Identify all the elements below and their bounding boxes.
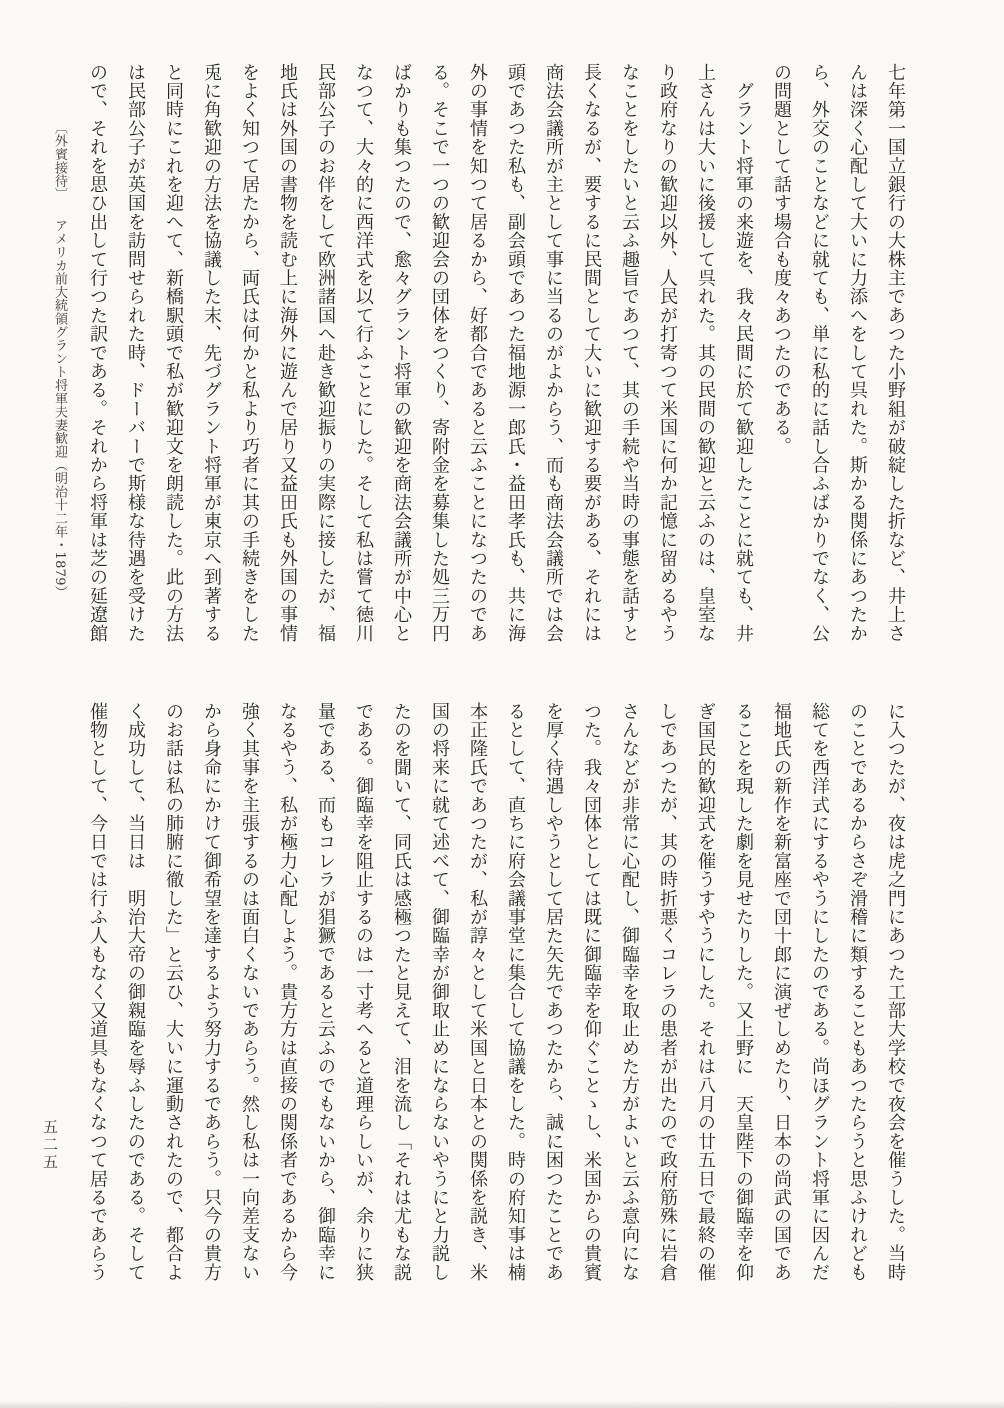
text-column: と同時にこれを迎へて、新橋駅頭で私が歓迎文を朗読した。此の方法 [163,63,184,643]
text-column: 七年第一国立銀行の大株主であつた小野組が破綻した折など、井上さ [885,63,906,643]
text-column: ので、それを思ひ出して行つた訳である。それから将軍は芝の延遼館 [87,63,108,643]
text-column: 民部公子のお伴をして欧洲諸国へ赴き歓迎振りの実際に接したが、福 [315,63,336,643]
text-column: んは深く心配して大いに力添へをして呉れた。斯かる関係にあつたか [847,63,868,643]
bottom-text-block [78,702,914,1283]
page-number: 五二五 [41,1119,59,1172]
text-column: から身命にかけて御希望を達するよう努力するであらう。只今の貴方 [201,702,222,1282]
text-column: 頭であつた私も、副会頭であつた福地源一郎氏・益田孝氏も、共に海 [505,63,526,643]
section-title: アメリカ前大統領グラント将軍夫妻歓迎（明治十二年・1879） [52,218,67,599]
text-column: く成功して、当日は 明治大帝の御親臨を辱ふしたのである。そして [125,702,146,1282]
text-column: のお話は私の肺腑に徹した」と云ひ、大いに運動されたので、都合よ [163,702,184,1282]
text-column: である。御臨幸を阻止するのは一寸考へると道理らしいが、余りに狭 [353,702,374,1282]
text-column: る。そこで一つの歓迎会の団体をつくり、寄附金を募集した処三万円 [429,63,450,643]
top-text-block [40,63,914,644]
text-column: り政府なりの歓迎以外、人民が打寄つて米国に何か記憶に留めるやう [657,63,678,643]
text-column: なつて、大々的に西洋式を以て行ふことにした。そして私は嘗て徳川 [353,63,374,643]
text-column: 総てを西洋式にするやうにしたのである。尚ほグラント将軍に因んだ [809,702,830,1282]
text-column: 福地氏の新作を新富座で団十郎に演ぜしめたり、日本の尚武の国であ [771,702,792,1282]
text-column: しであつたが、其の時折悪くコレラの患者が出たので政府筋殊に岩倉 [657,702,678,1282]
text-column: 本正隆氏であつたが、私が諄々として米国と日本との関係を説き、米 [467,702,488,1282]
text-column: 強く其事を主張するのは面白くないであらう。然し私は一向差支ない [239,702,260,1282]
text-column: 長くなるが、要するに民間として大いに歓迎する要がある、それには [581,63,602,643]
text-column: の問題として話す場合も度々あつたのである。 [771,63,792,456]
text-column: 商法会議所が主として事に当るのがよからう、而も商法会議所では会 [543,63,564,643]
text-column: に入つたが、夜は虎之門にあつた工部大学校で夜会を催うした。当時 [885,702,906,1282]
text-column: ることを現した劇を見せたりした。又上野に 天皇陛下の御臨幸を仰 [733,702,754,1282]
text-column: なことをしたいと云ふ趣旨であつて、其の手続や当時の事態を話すと [619,63,640,643]
text-column: 兎に角歓迎の方法を協議した末、先づグラント将軍が東京へ到著する [201,63,222,643]
text-column: たのを聞いて、同氏は感極つたと見えて、泪を流し「それは尤もな説 [391,702,412,1282]
text-column: のことであるからさぞ滑稽に類することもあつたらうと思ふけれども [847,702,868,1282]
text-column: グラント将軍の来遊を、我々民間に於て歓迎したことに就ても、井 [733,63,754,643]
section-header-column [40,63,78,643]
text-column: さんなどが非常に心配し、御臨幸を取止めた方がよいと云ふ意向にな [619,702,640,1282]
text-column: 国の将来に就て述べて、御臨幸が御取止めにならないやうにと力説し [429,702,450,1282]
text-column: をよく知つて居たから、両氏は何かと私より巧者に其の手続きをした [239,63,260,643]
text-column: 地氏は外国の書物を読む上に海外に遊んで居り又益田氏も外国の事情 [277,63,298,643]
text-column: 外の事情を知つて居るから、好都合であると云ふことになつたのであ [467,63,488,643]
text-column: 上さんは大いに後援して呉れた。其の民間の歓迎と云ふのは、皇室な [695,63,716,643]
section-category: 〔外賓接待〕 [52,121,67,201]
text-column: なるやう、私が極力心配しよう。貴方方は直接の関係者であるから今 [277,702,298,1282]
text-column: 催物として、今日では行ふ人もなく又道具もなくなつて居るであらう [87,702,108,1282]
text-column: つた。我々団体としては既に御臨幸を仰ぐことゝし、米国からの貴賓 [581,702,602,1282]
text-column: は民部公子が英国を訪問せられた時、ドーバーで斯様な待遇を受けた [125,63,146,643]
scan-bottom-edge [0,1401,1004,1408]
text-column: ら、外交のことなどに就ても、単に私的に話し合ふばかりでなく、公 [809,63,830,643]
text-column: を厚く待遇しやうとして居た矢先であつたから、誠に困つたことであ [543,702,564,1282]
text-column: ばかりも集つたので、愈々グラント将軍の歓迎を商法会議所が中心と [391,63,412,643]
text-column: るとして、直ちに府会議事堂に集合して協議をした。時の府知事は楠 [505,702,526,1282]
text-column: ぎ国民的歓迎式を催うすやうにした。それは八月の廿五日で最終の催 [695,702,716,1282]
text-column: 量である、而もコレラが猖獗であると云ふのでもないから、御臨幸に [315,702,336,1282]
